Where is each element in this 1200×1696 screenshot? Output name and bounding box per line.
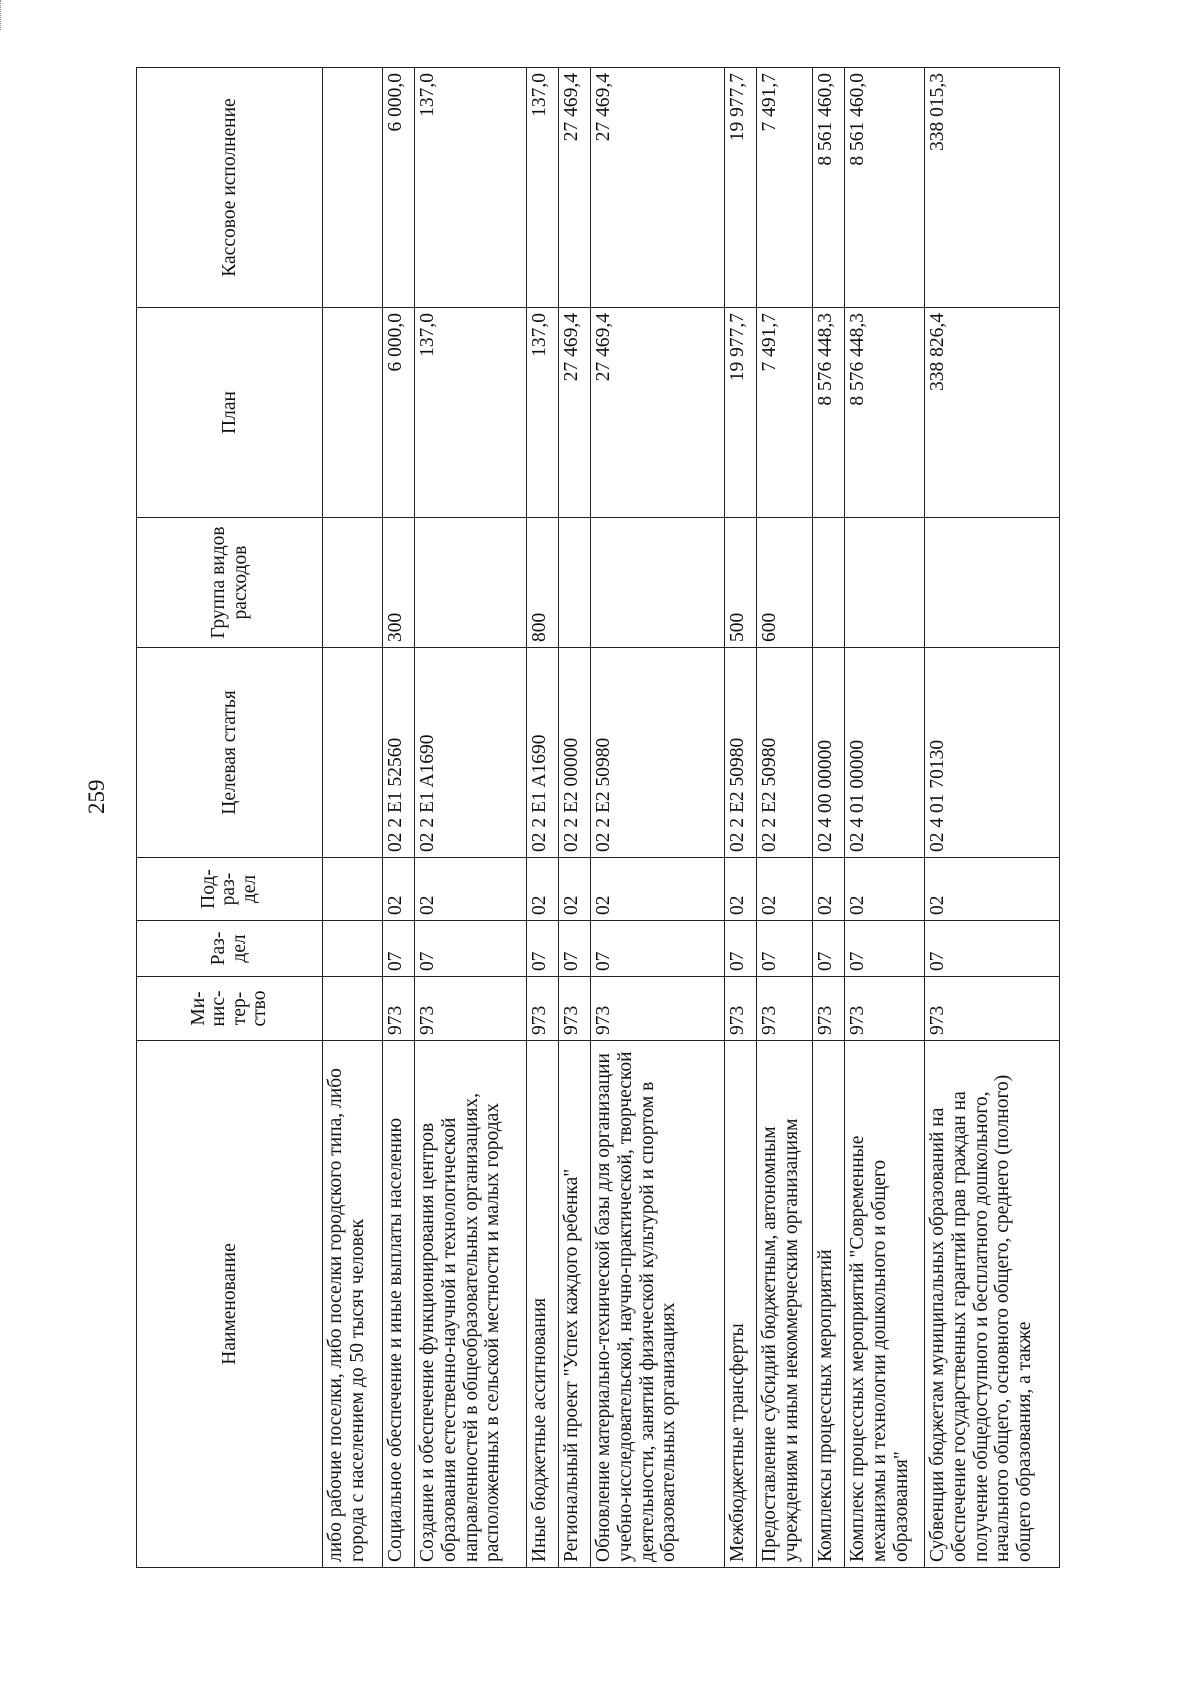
table-row: [591, 68, 725, 1568]
cell-expense-group: [591, 518, 725, 648]
cell-plan: 27 469,4: [559, 308, 591, 518]
cell-name: Межбюджетные трансферты: [725, 1041, 757, 1568]
cell-expense-group: [559, 518, 591, 648]
header-name: Наименование: [137, 1041, 323, 1568]
cell-plan: 137,0: [527, 308, 559, 518]
header-cash: Кассовое исполнение: [137, 68, 323, 308]
cell-name: Комплексы процессных мероприятий: [813, 1041, 845, 1568]
cell-expense-group: [845, 518, 925, 648]
table-row: [383, 68, 415, 1568]
cell-target: 02 4 01 00000: [845, 648, 925, 858]
cell-expense-group: 300: [383, 518, 415, 648]
cell-target: 02 2 E2 50980: [591, 648, 725, 858]
cell-plan: 6 000,0: [383, 308, 415, 518]
cell-expense-group: [813, 518, 845, 648]
table-row: [813, 68, 845, 1568]
cell-ministry: 973: [813, 977, 845, 1041]
cell-section: 07: [415, 921, 527, 977]
page-number: 259: [84, 779, 109, 814]
cell-target: 02 2 E2 50980: [757, 648, 813, 858]
cell-name: Социальное обеспечение и иные выплаты населению: [383, 1041, 415, 1568]
cell-plan: 7 491,7: [757, 308, 813, 518]
cell-ministry: 973: [383, 977, 415, 1041]
cell-name: Создание и обеспечение функционирования центров образования естественно-научной и технологической направленностей в общеобразовательных организациях, расположенных в сельской местности и малых городах: [415, 1041, 527, 1568]
rotated-table-container: [136, 68, 1057, 1568]
cell-cash: 8 561 460,0: [813, 68, 845, 308]
header-expense-group: Группа видов расходов: [137, 518, 323, 648]
cell-section: 07: [813, 921, 845, 977]
table-row: [559, 68, 591, 1568]
cell-subsection: 02: [559, 858, 591, 921]
table-row: [323, 68, 383, 1568]
cell-cash: 27 469,4: [591, 68, 725, 308]
cell-target: 02 4 00 00000: [813, 648, 845, 858]
cell-section: 07: [725, 921, 757, 977]
cell-expense-group: 800: [527, 518, 559, 648]
cell-subsection: 02: [591, 858, 725, 921]
cell-ministry: 973: [415, 977, 527, 1041]
cell-cash: 6 000,0: [383, 68, 415, 308]
cell-ministry: 973: [925, 977, 1060, 1041]
cell-section: [323, 921, 383, 977]
cell-section: 07: [591, 921, 725, 977]
cell-target: [323, 648, 383, 858]
header-subsection: Под-раз-дел: [137, 858, 323, 921]
cell-target: 02 2 E1 52560: [383, 648, 415, 858]
cell-cash: 8 561 460,0: [845, 68, 925, 308]
cell-name: Предоставление субсидий бюджетным, автономным учреждениям и иным некоммерческим организациям: [757, 1041, 813, 1568]
cell-target: 02 2 E2 00000: [559, 648, 591, 858]
header-section: Раз-дел: [137, 921, 323, 977]
cell-section: 07: [845, 921, 925, 977]
cell-subsection: 02: [925, 858, 1060, 921]
cell-plan: 338 826,4: [925, 308, 1060, 518]
table-row: [527, 68, 559, 1568]
cell-section: 07: [925, 921, 1060, 977]
cell-section: 07: [757, 921, 813, 977]
cell-ministry: 973: [591, 977, 725, 1041]
header-ministry: Ми-нис-тер-ство: [137, 977, 323, 1041]
cell-name: Обновление материально-технической базы для организации учебно-исследовательской, научно-практической, творческой деятельности, занятий физической культурой и спортом в образовательных организациях: [591, 1041, 725, 1568]
cell-plan: 8 576 448,3: [813, 308, 845, 518]
cell-ministry: [323, 977, 383, 1041]
cell-ministry: 973: [559, 977, 591, 1041]
cell-ministry: 973: [527, 977, 559, 1041]
cell-section: 07: [383, 921, 415, 977]
cell-expense-group: [323, 518, 383, 648]
cell-expense-group: 500: [725, 518, 757, 648]
cell-target: 02 2 E1 A1690: [527, 648, 559, 858]
cell-cash: 137,0: [527, 68, 559, 308]
cell-target: 02 2 E2 50980: [725, 648, 757, 858]
cell-name: Субвенции бюджетам муниципальных образований на обеспечение государственных гарантий прав граждан на получение общедоступного и бесплатного дошкольного, начального общего, основного общего, среднего (полного) общего образования, а также: [925, 1041, 1060, 1568]
cell-subsection: 02: [757, 858, 813, 921]
cell-subsection: 02: [527, 858, 559, 921]
cell-cash: 338 015,3: [925, 68, 1060, 308]
header-plan: План: [137, 308, 323, 518]
cell-name: Иные бюджетные ассигнования: [527, 1041, 559, 1568]
table-header-row: [137, 68, 323, 1568]
table-row: [415, 68, 527, 1568]
cell-target: 02 2 E1 A1690: [415, 648, 527, 858]
cell-name: либо рабочие поселки, либо поселки городского типа, либо города с населением до 50 тысяч человек: [323, 1041, 383, 1568]
cell-name: Комплекс процессных мероприятий "Современные механизмы и технологии дошкольного и общего образования": [845, 1041, 925, 1568]
table-row: [725, 68, 757, 1568]
cell-plan: 19 977,7: [725, 308, 757, 518]
cell-section: 07: [559, 921, 591, 977]
cell-subsection: [323, 858, 383, 921]
budget-table: [136, 67, 1060, 1568]
cell-subsection: 02: [383, 858, 415, 921]
cell-cash: 137,0: [415, 68, 527, 308]
cell-plan: 137,0: [415, 308, 527, 518]
table-row: [757, 68, 813, 1568]
cell-subsection: 02: [725, 858, 757, 921]
cell-subsection: 02: [845, 858, 925, 921]
header-target: Целевая статья: [137, 648, 323, 858]
table-row: [845, 68, 925, 1568]
cell-expense-group: 600: [757, 518, 813, 648]
cell-expense-group: [925, 518, 1060, 648]
cell-target: 02 4 01 70130: [925, 648, 1060, 858]
cell-name: Региональный проект "Успех каждого ребенка": [559, 1041, 591, 1568]
cell-ministry: 973: [845, 977, 925, 1041]
table-row: [925, 68, 1060, 1568]
cell-plan: 8 576 448,3: [845, 308, 925, 518]
cell-plan: [323, 308, 383, 518]
cell-expense-group: [415, 518, 527, 648]
edge-mark: [0, 0, 4, 30]
cell-cash: 27 469,4: [559, 68, 591, 308]
cell-ministry: 973: [757, 977, 813, 1041]
cell-cash: [323, 68, 383, 308]
cell-subsection: 02: [415, 858, 527, 921]
cell-cash: 19 977,7: [725, 68, 757, 308]
cell-cash: 7 491,7: [757, 68, 813, 308]
cell-ministry: 973: [725, 977, 757, 1041]
cell-section: 07: [527, 921, 559, 977]
cell-subsection: 02: [813, 858, 845, 921]
cell-plan: 27 469,4: [591, 308, 725, 518]
